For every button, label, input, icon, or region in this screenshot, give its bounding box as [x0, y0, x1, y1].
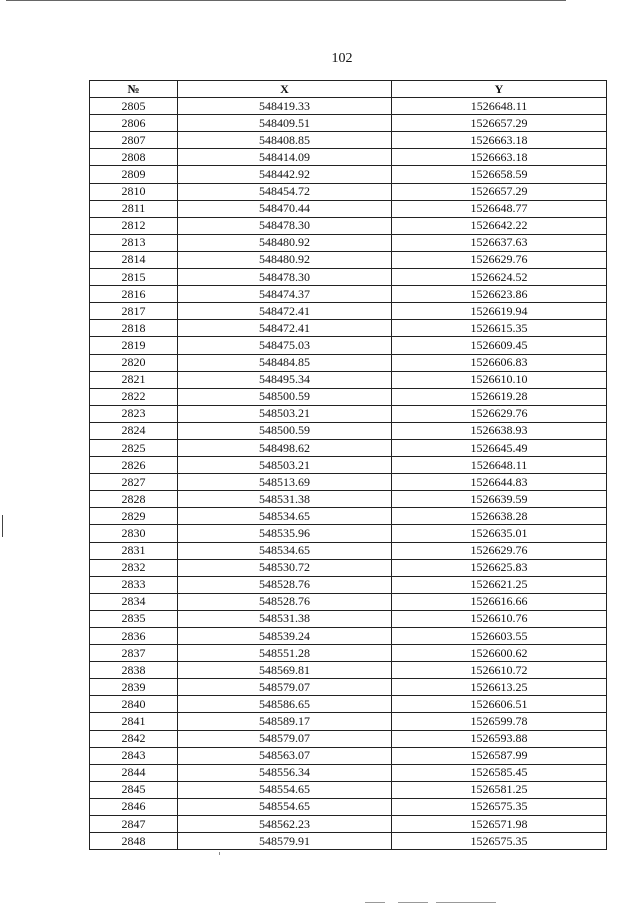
point-number-cell: 2823	[90, 405, 178, 422]
x-coordinate-cell: 548409.51	[178, 115, 392, 132]
x-coordinate-cell: 548408.85	[178, 132, 392, 149]
table-row	[90, 542, 607, 559]
column-header-x: X	[178, 81, 392, 98]
x-coordinate-cell: 548556.34	[178, 764, 392, 781]
table-row	[90, 217, 607, 234]
y-coordinate-cell: 1526619.28	[392, 388, 607, 405]
point-number-cell: 2815	[90, 269, 178, 286]
coordinates-table	[89, 80, 607, 850]
x-coordinate-cell: 548478.30	[178, 217, 392, 234]
x-coordinate-cell: 548528.76	[178, 593, 392, 610]
point-number-cell: 2824	[90, 422, 178, 439]
point-number-cell: 2807	[90, 132, 178, 149]
bottom-scan-edge-2	[398, 902, 428, 903]
y-coordinate-cell: 1526624.52	[392, 269, 607, 286]
table-row	[90, 354, 607, 371]
point-number-cell: 2844	[90, 764, 178, 781]
x-coordinate-cell: 548474.37	[178, 286, 392, 303]
point-number-cell: 2811	[90, 200, 178, 217]
y-coordinate-cell: 1526635.01	[392, 525, 607, 542]
table-row	[90, 730, 607, 747]
x-coordinate-cell: 548539.24	[178, 628, 392, 645]
table-row	[90, 610, 607, 627]
table-row	[90, 183, 607, 200]
x-coordinate-cell: 548475.03	[178, 337, 392, 354]
point-number-cell: 2839	[90, 679, 178, 696]
y-coordinate-cell: 1526644.83	[392, 474, 607, 491]
table-body	[90, 98, 607, 850]
table-row	[90, 251, 607, 268]
y-coordinate-cell: 1526609.45	[392, 337, 607, 354]
table-row	[90, 593, 607, 610]
margin-scan-mark	[2, 515, 3, 537]
table-row	[90, 422, 607, 439]
table-row	[90, 781, 607, 798]
table-row	[90, 559, 607, 576]
table-row	[90, 628, 607, 645]
point-number-cell: 2831	[90, 542, 178, 559]
x-coordinate-cell: 548531.38	[178, 610, 392, 627]
point-number-cell: 2846	[90, 798, 178, 815]
table-row	[90, 439, 607, 456]
x-coordinate-cell: 548484.85	[178, 354, 392, 371]
bottom-scan-edge-1	[365, 902, 385, 903]
point-number-cell: 2833	[90, 576, 178, 593]
table-row	[90, 234, 607, 251]
y-coordinate-cell: 1526637.63	[392, 234, 607, 251]
x-coordinate-cell: 548480.92	[178, 234, 392, 251]
x-coordinate-cell: 548500.59	[178, 388, 392, 405]
point-number-cell: 2813	[90, 234, 178, 251]
x-coordinate-cell: 548551.28	[178, 645, 392, 662]
point-number-cell: 2821	[90, 371, 178, 388]
top-scan-edge	[6, 0, 566, 1]
point-number-cell: 2820	[90, 354, 178, 371]
point-number-cell: 2832	[90, 559, 178, 576]
table-row	[90, 662, 607, 679]
column-header-y: Y	[392, 81, 607, 98]
x-coordinate-cell: 548480.92	[178, 251, 392, 268]
x-coordinate-cell: 548586.65	[178, 696, 392, 713]
y-coordinate-cell: 1526610.72	[392, 662, 607, 679]
point-number-cell: 2847	[90, 816, 178, 833]
y-coordinate-cell: 1526645.49	[392, 439, 607, 456]
y-coordinate-cell: 1526585.45	[392, 764, 607, 781]
table-row	[90, 474, 607, 491]
y-coordinate-cell: 1526642.22	[392, 217, 607, 234]
y-coordinate-cell: 1526593.88	[392, 730, 607, 747]
y-coordinate-cell: 1526587.99	[392, 747, 607, 764]
table-row	[90, 508, 607, 525]
y-coordinate-cell: 1526639.59	[392, 491, 607, 508]
x-coordinate-cell: 548579.91	[178, 833, 392, 850]
x-coordinate-cell: 548534.65	[178, 508, 392, 525]
y-coordinate-cell: 1526648.11	[392, 98, 607, 115]
y-coordinate-cell: 1526657.29	[392, 115, 607, 132]
table-row	[90, 149, 607, 166]
x-coordinate-cell: 548470.44	[178, 200, 392, 217]
x-coordinate-cell: 548503.21	[178, 457, 392, 474]
point-number-cell: 2827	[90, 474, 178, 491]
point-number-cell: 2825	[90, 439, 178, 456]
point-number-cell: 2830	[90, 525, 178, 542]
y-coordinate-cell: 1526613.25	[392, 679, 607, 696]
point-number-cell: 2816	[90, 286, 178, 303]
x-coordinate-cell: 548454.72	[178, 183, 392, 200]
bottom-scan-edge-3	[436, 902, 496, 903]
point-number-cell: 2838	[90, 662, 178, 679]
y-coordinate-cell: 1526619.94	[392, 303, 607, 320]
table-row	[90, 798, 607, 815]
point-number-cell: 2848	[90, 833, 178, 850]
y-coordinate-cell: 1526621.25	[392, 576, 607, 593]
point-number-cell: 2806	[90, 115, 178, 132]
table-row	[90, 98, 607, 115]
y-coordinate-cell: 1526648.11	[392, 457, 607, 474]
column-header-number: №	[90, 81, 178, 98]
point-number-cell: 2826	[90, 457, 178, 474]
x-coordinate-cell: 548562.23	[178, 816, 392, 833]
y-coordinate-cell: 1526599.78	[392, 713, 607, 730]
point-number-cell: 2818	[90, 320, 178, 337]
point-number-cell: 2834	[90, 593, 178, 610]
point-number-cell: 2843	[90, 747, 178, 764]
table-row	[90, 645, 607, 662]
y-coordinate-cell: 1526610.76	[392, 610, 607, 627]
y-coordinate-cell: 1526575.35	[392, 833, 607, 850]
table-row	[90, 525, 607, 542]
table-row	[90, 747, 607, 764]
x-coordinate-cell: 548530.72	[178, 559, 392, 576]
y-coordinate-cell: 1526648.77	[392, 200, 607, 217]
y-coordinate-cell: 1526625.83	[392, 559, 607, 576]
y-coordinate-cell: 1526629.76	[392, 542, 607, 559]
x-coordinate-cell: 548513.69	[178, 474, 392, 491]
y-coordinate-cell: 1526610.10	[392, 371, 607, 388]
table-row	[90, 115, 607, 132]
point-number-cell: 2810	[90, 183, 178, 200]
x-coordinate-cell: 548563.07	[178, 747, 392, 764]
table-row	[90, 405, 607, 422]
x-coordinate-cell: 548534.65	[178, 542, 392, 559]
table-row	[90, 457, 607, 474]
y-coordinate-cell: 1526638.28	[392, 508, 607, 525]
y-coordinate-cell: 1526658.59	[392, 166, 607, 183]
point-number-cell: 2808	[90, 149, 178, 166]
point-number-cell: 2842	[90, 730, 178, 747]
x-coordinate-cell: 548579.07	[178, 730, 392, 747]
table-row	[90, 491, 607, 508]
table-row	[90, 303, 607, 320]
point-number-cell: 2812	[90, 217, 178, 234]
x-coordinate-cell: 548498.62	[178, 439, 392, 456]
y-coordinate-cell: 1526663.18	[392, 132, 607, 149]
point-number-cell: 2829	[90, 508, 178, 525]
point-number-cell: 2828	[90, 491, 178, 508]
point-number-cell: 2837	[90, 645, 178, 662]
y-coordinate-cell: 1526575.35	[392, 798, 607, 815]
table-row	[90, 576, 607, 593]
table-row	[90, 200, 607, 217]
x-coordinate-cell: 548535.96	[178, 525, 392, 542]
point-number-cell: 2805	[90, 98, 178, 115]
x-coordinate-cell: 548569.81	[178, 662, 392, 679]
x-coordinate-cell: 548554.65	[178, 798, 392, 815]
y-coordinate-cell: 1526623.86	[392, 286, 607, 303]
point-number-cell: 2841	[90, 713, 178, 730]
point-number-cell: 2814	[90, 251, 178, 268]
x-coordinate-cell: 548495.34	[178, 371, 392, 388]
x-coordinate-cell: 548589.17	[178, 713, 392, 730]
table-row	[90, 713, 607, 730]
y-coordinate-cell: 1526606.51	[392, 696, 607, 713]
table-row	[90, 764, 607, 781]
y-coordinate-cell: 1526616.66	[392, 593, 607, 610]
y-coordinate-cell: 1526629.76	[392, 251, 607, 268]
table-row	[90, 388, 607, 405]
y-coordinate-cell: 1526581.25	[392, 781, 607, 798]
y-coordinate-cell: 1526600.62	[392, 645, 607, 662]
table-header-row	[90, 81, 607, 98]
table-row	[90, 696, 607, 713]
x-coordinate-cell: 548531.38	[178, 491, 392, 508]
x-coordinate-cell: 548579.07	[178, 679, 392, 696]
y-coordinate-cell: 1526606.83	[392, 354, 607, 371]
table-row	[90, 679, 607, 696]
table-row	[90, 166, 607, 183]
x-coordinate-cell: 548528.76	[178, 576, 392, 593]
y-coordinate-cell: 1526663.18	[392, 149, 607, 166]
table-row	[90, 320, 607, 337]
y-coordinate-cell: 1526571.98	[392, 816, 607, 833]
point-number-cell: 2817	[90, 303, 178, 320]
point-number-cell: 2835	[90, 610, 178, 627]
point-number-cell: 2845	[90, 781, 178, 798]
x-coordinate-cell: 548554.65	[178, 781, 392, 798]
point-number-cell: 2840	[90, 696, 178, 713]
x-coordinate-cell: 548500.59	[178, 422, 392, 439]
x-coordinate-cell: 548442.92	[178, 166, 392, 183]
x-coordinate-cell: 548503.21	[178, 405, 392, 422]
table-row	[90, 371, 607, 388]
y-coordinate-cell: 1526629.76	[392, 405, 607, 422]
point-number-cell: 2809	[90, 166, 178, 183]
x-coordinate-cell: 548472.41	[178, 303, 392, 320]
scan-speck	[219, 852, 220, 855]
table-row	[90, 132, 607, 149]
table-row	[90, 833, 607, 850]
x-coordinate-cell: 548414.09	[178, 149, 392, 166]
y-coordinate-cell: 1526638.93	[392, 422, 607, 439]
table-row	[90, 816, 607, 833]
table-row	[90, 286, 607, 303]
page-number: 102	[331, 51, 353, 66]
table-row	[90, 269, 607, 286]
x-coordinate-cell: 548478.30	[178, 269, 392, 286]
x-coordinate-cell: 548419.33	[178, 98, 392, 115]
y-coordinate-cell: 1526657.29	[392, 183, 607, 200]
point-number-cell: 2822	[90, 388, 178, 405]
table-row	[90, 337, 607, 354]
point-number-cell: 2836	[90, 628, 178, 645]
x-coordinate-cell: 548472.41	[178, 320, 392, 337]
y-coordinate-cell: 1526615.35	[392, 320, 607, 337]
point-number-cell: 2819	[90, 337, 178, 354]
y-coordinate-cell: 1526603.55	[392, 628, 607, 645]
